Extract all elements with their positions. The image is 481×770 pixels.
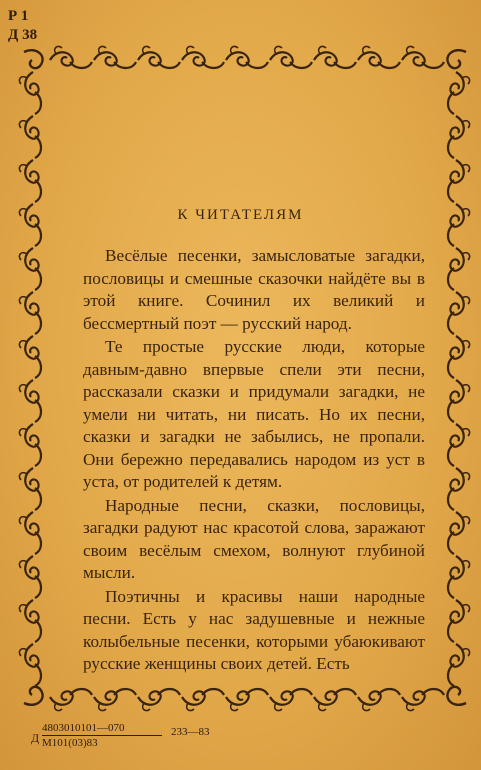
frame-ornament xyxy=(448,336,470,378)
frame-ornament xyxy=(19,600,41,642)
frame-ornament xyxy=(448,160,470,202)
frame-ornament xyxy=(448,292,470,334)
paragraph: Весёлые песенки, замысловатые загадки, пословицы и смешные сказочки найдёте вы в этой книге. Сочинил их великий и бессмертный поэт — русский народ. xyxy=(83,246,425,333)
frame-ornament xyxy=(182,689,224,711)
paragraph: Те простые русские люди, которые давным-давно впервые спели эти песни, рассказали сказки и придумали загадки, не умели ни читать, ни писать. Но их песни, сказки и загадки не забылись, не пропали. Они бережно передавались народом из уст в уста, от родителей к детям. xyxy=(83,337,425,491)
frame-ornament xyxy=(270,46,312,68)
frame-ornament xyxy=(19,292,41,334)
frame-ornament xyxy=(402,689,444,711)
frame-ornament xyxy=(138,689,180,711)
imprint-letter: Д xyxy=(31,731,40,745)
imprint-numerator: 4803010101—070 xyxy=(42,722,162,736)
paragraph: Поэтичны и красивы наши народные песни. Есть у нас задушевные и нежные колыбельные песенки, которыми убаюкивают русские женщины своих детей. Есть xyxy=(83,586,425,673)
frame-ornament xyxy=(19,512,41,554)
frame-ornament xyxy=(448,512,470,554)
frame-ornament xyxy=(138,46,180,68)
frame-ornament xyxy=(448,424,470,466)
frame-ornament xyxy=(448,600,470,642)
frame-ornament xyxy=(270,689,312,711)
frame-ornament xyxy=(19,336,41,378)
frame-ornament xyxy=(448,556,470,598)
frame-ornament xyxy=(19,72,41,114)
frame-ornament xyxy=(19,160,41,202)
frame-ornament xyxy=(314,46,356,68)
frame-ornament xyxy=(402,46,444,68)
paragraph: Народные песни, сказки, пословицы, загадки радуют нас красотой слова, заражают своим весёлым смехом, волнуют глубиной мысли. xyxy=(83,495,425,582)
body-text xyxy=(83,245,425,677)
frame-ornament xyxy=(19,380,41,422)
frame-ornament xyxy=(19,644,41,686)
frame-ornament xyxy=(448,468,470,510)
frame-ornament xyxy=(94,689,136,711)
frame-ornament xyxy=(50,689,92,711)
frame-ornament xyxy=(448,72,470,114)
frame-ornament xyxy=(19,468,41,510)
frame-ornament xyxy=(448,116,470,158)
frame-ornament xyxy=(226,689,268,711)
frame-ornament xyxy=(358,689,400,711)
imprint-fraction xyxy=(42,722,162,749)
frame-ornament xyxy=(94,46,136,68)
catalog-code: Р 1 xyxy=(8,8,29,24)
frame-ornament xyxy=(448,380,470,422)
imprint-denominator: М101(03)83 xyxy=(42,737,98,749)
frame-ornament xyxy=(182,46,224,68)
frame-ornament xyxy=(448,248,470,290)
catalog-code-author: Д 38 xyxy=(8,27,38,43)
imprint-order: 233—83 xyxy=(171,726,210,738)
frame-ornament xyxy=(226,46,268,68)
frame-ornament xyxy=(19,116,41,158)
frame-ornament xyxy=(50,46,92,68)
frame-ornament xyxy=(19,424,41,466)
frame-ornament xyxy=(358,46,400,68)
frame-ornament xyxy=(448,644,470,686)
frame-ornament xyxy=(19,248,41,290)
frame-ornament xyxy=(19,556,41,598)
page-heading: К ЧИТАТЕЛЯМ xyxy=(177,207,304,223)
frame-ornament xyxy=(314,689,356,711)
